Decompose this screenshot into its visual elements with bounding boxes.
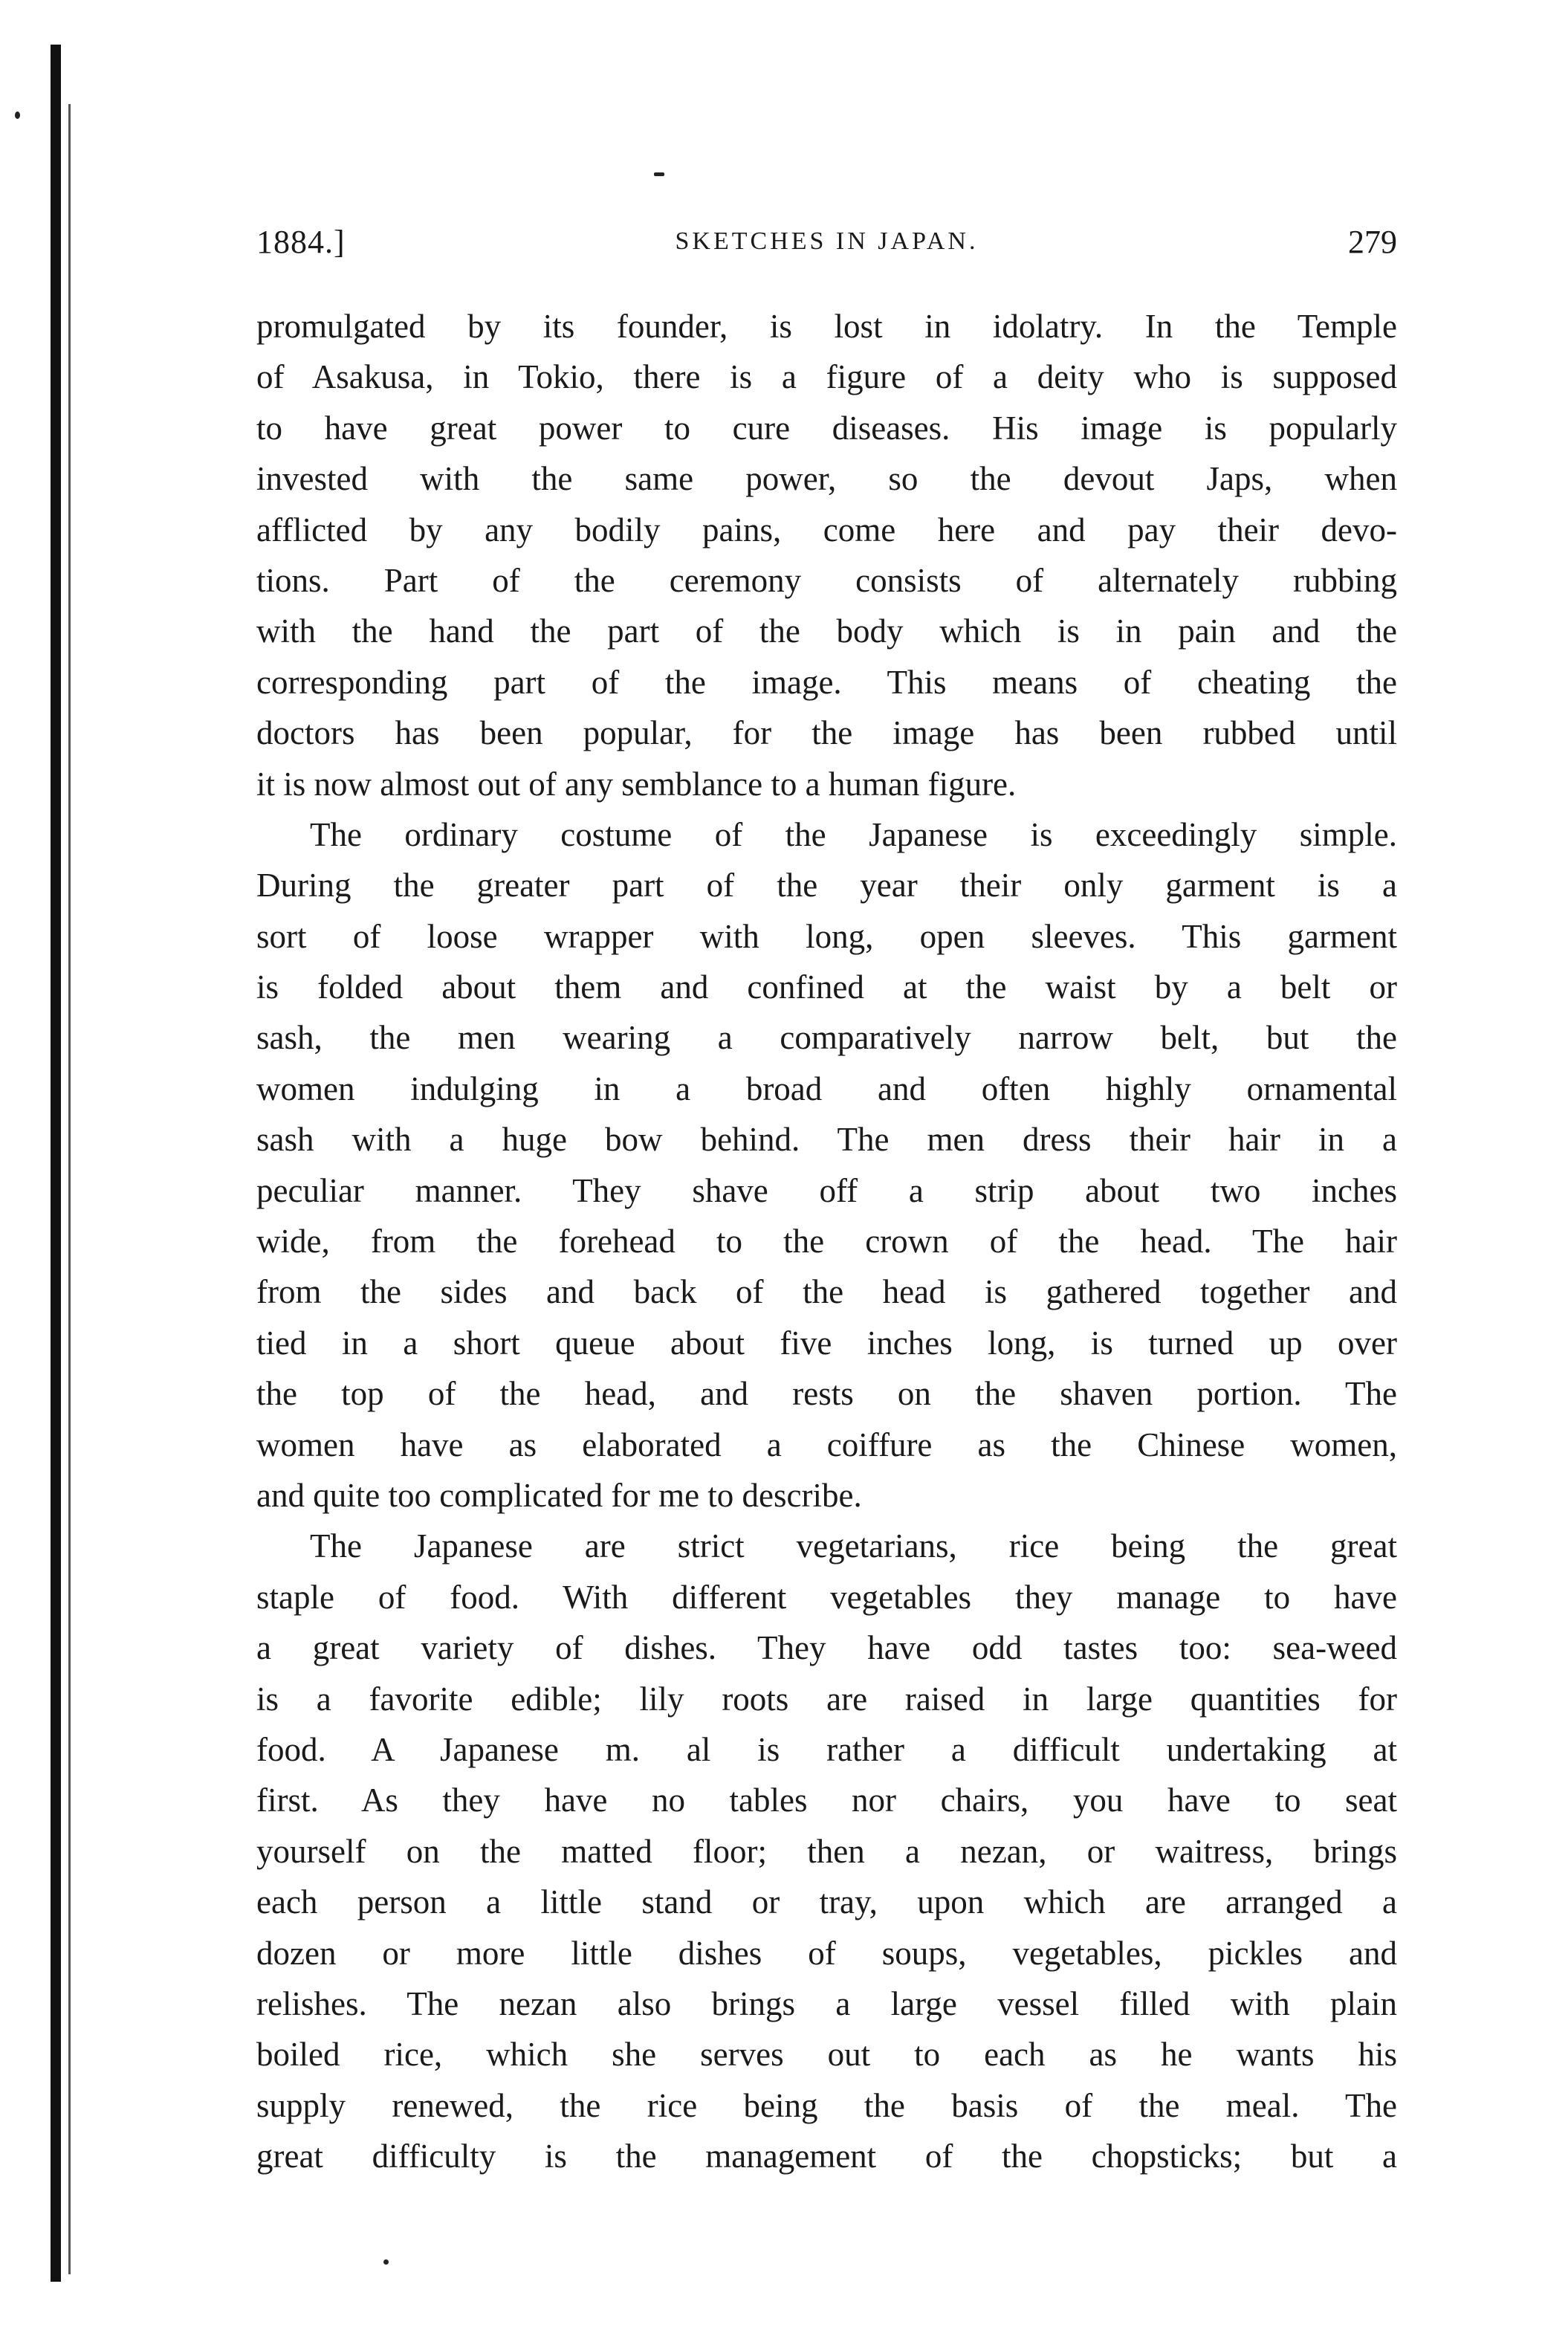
text-line: a great variety of dishes. They have odd tastes too: sea-weed [256, 1629, 1397, 1667]
text-line: afflicted by any bodily pains, come here and pay their devo- [256, 511, 1397, 549]
paragraph-start-line: The Japanese are strict vegetarians, rice being the great [310, 1527, 1397, 1565]
text-line: sash with a huge bow behind. The men dress their hair in a [256, 1121, 1397, 1159]
text-line: first. As they have no tables nor chairs, you have to seat [256, 1782, 1397, 1819]
paragraph-start-line: The ordinary costume of the Japanese is exceedingly simple. [310, 815, 1397, 853]
text-line: it is now almost out of any semblance to a human figure. [256, 765, 1017, 803]
text-line: to have great power to cure diseases. His image is popularly [256, 409, 1397, 447]
text-line: corresponding part of the image. This means of cheating the [256, 663, 1397, 701]
text-line: women indulging in a broad and often highly ornamental [256, 1070, 1397, 1107]
text-line: invested with the same power, so the devout Japs, when [256, 460, 1397, 498]
text-line: sort of loose wrapper with long, open sleeves. This garment [256, 917, 1397, 955]
text-line: of Asakusa, in Tokio, there is a figure of a deity who is supposed [256, 358, 1397, 396]
scan-speck [15, 111, 20, 119]
text-line: with the hand the part of the body which is in pain and the [256, 612, 1397, 650]
text-line: great difficulty is the management of the chopsticks; but a [256, 2138, 1397, 2175]
text-line: peculiar manner. They shave off a strip about two inches [256, 1171, 1397, 1209]
page-binding-shadow [68, 104, 71, 2274]
text-line: wide, from the forehead to the crown of the head. The hair [256, 1223, 1397, 1261]
running-head-title: SKETCHES IN JAPAN. [675, 227, 979, 255]
text-line: promulgated by its founder, is lost in idolatry. In the Temple [256, 308, 1397, 345]
text-line: tions. Part of the ceremony consists of alternately rubbing [256, 561, 1397, 599]
running-head-year: 1884.] [256, 224, 346, 260]
text-line: doctors has been popular, for the image has been rubbed until [256, 714, 1397, 752]
text-line: yourself on the matted floor; then a nezan, or waitress, brings [256, 1832, 1397, 1870]
text-line: is folded about them and confined at the waist by a belt or [256, 968, 1397, 1006]
page-binding-edge [51, 45, 61, 2282]
text-line: dozen or more little dishes of soups, vegetables, pickles and [256, 1934, 1397, 1972]
text-line: the top of the head, and rests on the shaven portion. The [256, 1375, 1397, 1413]
text-line: from the sides and back of the head is gathered together and [256, 1273, 1397, 1311]
text-line: boiled rice, which she serves out to each as he wants his [256, 2036, 1397, 2074]
running-head [256, 223, 1397, 275]
scan-speck [654, 172, 664, 176]
body-text [256, 301, 1397, 2181]
text-line: tied in a short queue about five inches long, is turned up over [256, 1324, 1397, 1362]
text-line: and quite too complicated for me to describe. [256, 1476, 862, 1514]
text-line: supply renewed, the rice being the basis of the meal. The [256, 2086, 1397, 2124]
scan-speck [383, 2259, 389, 2265]
text-line: each person a little stand or tray, upon which are arranged a [256, 1883, 1397, 1921]
page-number: 279 [1348, 224, 1397, 260]
text-line: is a favorite edible; lily roots are raised in large quantities for [256, 1680, 1397, 1718]
text-line: sash, the men wearing a comparatively narrow belt, but the [256, 1019, 1397, 1057]
text-line: women have as elaborated a coiffure as the Chinese women, [256, 1426, 1397, 1463]
text-line: relishes. The nezan also brings a large vessel filled with plain [256, 1984, 1397, 2022]
text-line: During the greater part of the year their only garment is a [256, 867, 1397, 905]
text-line: staple of food. With different vegetables they manage to have [256, 1578, 1397, 1616]
text-line: food. A Japanese m. al is rather a difficult undertaking at [256, 1730, 1397, 1768]
